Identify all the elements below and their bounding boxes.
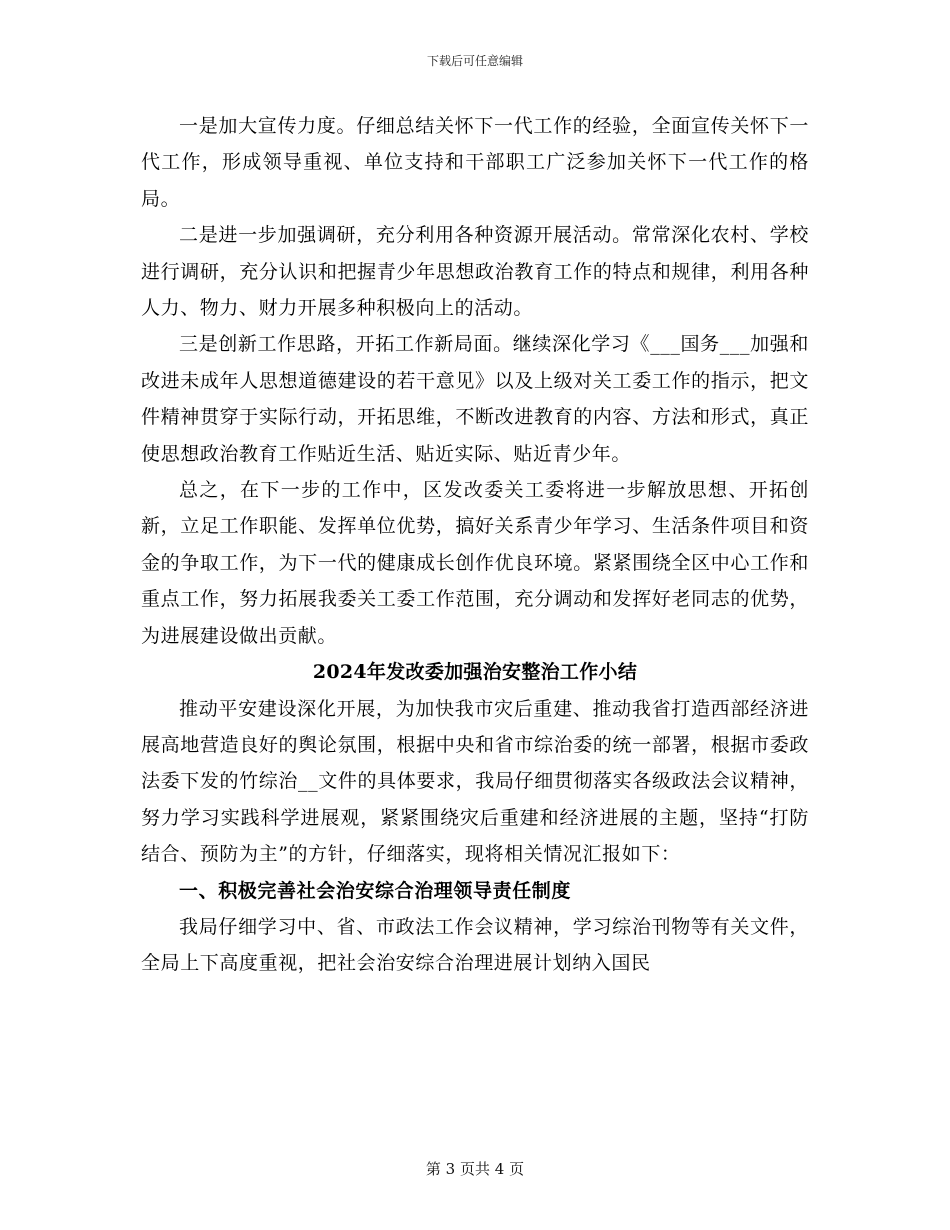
- page-header: 下载后可任意编辑: [426, 54, 523, 68]
- section-heading-one: 一、积极完善社会治安综合治理领导责任制度: [179, 879, 572, 902]
- paragraph-summary: 总之，在下一步的工作中，区发改委关工委将进一步解放思想、开拓创新，立足工作职能、发挥单位优势，搞好关系青少年学习、生活条件项目和资金的争取工作，为下一代的健康成长创作优良环境。紧紧围绕全区中心工作和重点工作，努力拓展我委关工委工作范围，充分调动和发挥好老同志的优势，为进展建设做出贡献。: [141, 479, 809, 647]
- page-footer: 第 3 页共 4 页: [425, 1160, 525, 1178]
- document-body: [141, 108, 809, 982]
- paragraph-point-three: 三是创新工作思路，开拓工作新局面。继续深化学习《___国务___加强和改进未成年人思想道德建设的若干意见》以及上级对关工委工作的指示，把文件精神贯穿于实际行动，开拓思维，不断改进教育的内容、方法和形式，真正使思想政治教育工作贴近生活、贴近实际、贴近青少年。: [141, 333, 809, 465]
- paragraph-section-one: 我局仔细学习中、省、市政法工作会议精神，学习综治刊物等有关文件，全局上下高度重视，把社会治安综合治理进展计划纳入国民: [141, 915, 809, 975]
- paragraph-intro: 推动平安建设深化开展，为加快我市灾后重建、推动我省打造西部经济进展高地营造良好的舆论氛围，根据中央和省市综治委的统一部署，根据市委政法委下发的竹综治__文件的具体要求，我局仔细贯彻落实各级政法会议精神，努力学习实践科学进展观，紧紧围绕灾后重建和经济进展的主题，坚持“打防结合、预防为主”的方针，仔细落实，现将相关情况汇报如下：: [141, 697, 809, 866]
- paragraph-point-one: 一是加大宣传力度。仔细总结关怀下一代工作的经验，全面宣传关怀下一代工作，形成领导重视、单位支持和干部职工广泛参加关怀下一代工作的格局。: [141, 115, 809, 210]
- paragraph-point-two: 二是进一步加强调研，充分利用各种资源开展活动。常常深化农村、学校进行调研，充分认识和把握青少年思想政治教育工作的特点和规律，利用各种人力、物力、财力开展多种积极向上的活动。: [141, 224, 809, 320]
- document-title: 2024年发改委加强治安整治工作小结: [312, 661, 638, 684]
